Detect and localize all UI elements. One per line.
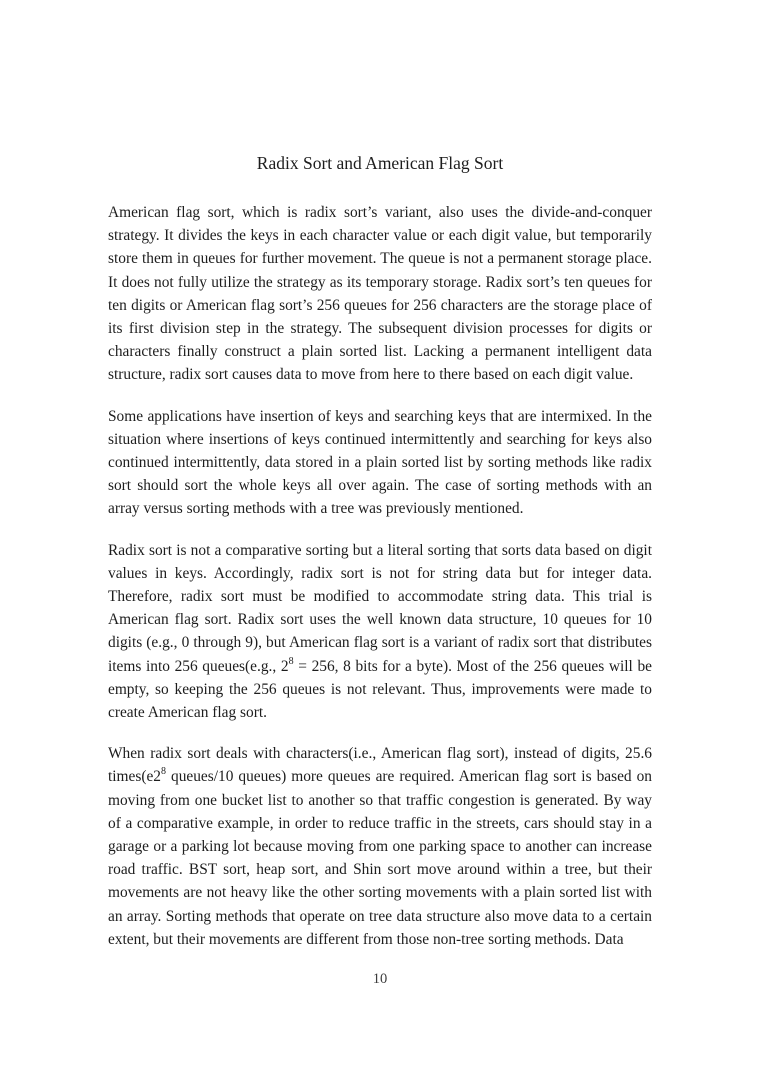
text-run: Radix sort is not a comparative sorting but a literal sorting that sorts data based on digit values in keys. Accordingly, radix sort is not for string data but for integer data. Therefore, radix sort must be modified to accommodate string data. This trial is American flag sort. Radix sort uses the well known data structure, 10 queues for 10 digits (e.g., 0 through 9), but American flag sort is a variant of radix sort that distributes items into 256 queues(e.g., 2: [108, 541, 652, 675]
paragraph-4: [108, 742, 652, 951]
document-title: Radix Sort and American Flag Sort: [256, 153, 504, 173]
text-run: queues/10 queues) more queues are required. American flag sort is based on moving from one bucket list to another so that traffic congestion is generated. By way of a comparative example, in order to reduce traffic in the streets, cars should stay in a garage or a parking lot because moving from one parking space to another can increase road traffic. BST sort, heap sort, and Shin sort move around within a tree, but their movements are not heavy like the other sorting movements with a plain sorted list with an array. Sorting methods that operate on tree data structure also move data to a certain extent, but their movements are different from those non-tree sorting methods. Data: [108, 768, 652, 948]
text-run: Some applications have insertion of keys and searching keys that are intermixed. In the situation where insertions of keys continued intermittently and searching for keys also continued intermittently, data stored in a plain sorted list by sorting methods like radix sort should sort the whole keys all over again. The case of sorting methods with an array versus sorting methods with a tree was previously mentioned.: [108, 407, 652, 518]
superscript-text: 8: [161, 766, 166, 778]
page-content: [108, 0, 652, 951]
paragraph-1: [108, 201, 652, 387]
paragraph-2: [108, 405, 652, 521]
text-run: = 256, 8 bits for a byte). Most of the 256 queues will be empty, so keeping the 256 queues is not relevant. Thus, improvements were made to create American flag sort.: [108, 657, 652, 722]
page-number: 10: [372, 971, 388, 987]
text-run: When radix sort deals with characters(i.e., American flag sort), instead of digits, 25.6 times(e2: [108, 745, 652, 786]
paragraph-3: [108, 539, 652, 725]
superscript-text: 8: [288, 655, 294, 667]
text-run: American flag sort, which is radix sort’s variant, also uses the divide-and-conquer strategy. It divides the keys in each character value or each digit value, but temporarily store them in queues for further movement. The queue is not a permanent storage place. It does not fully utilize the strategy as its temporary storage. Radix sort’s ten queues for ten digits or American flag sort’s 256 queues for 256 characters are the storage place of its first division step in the strategy. The subsequent division processes for digits or characters finally construct a plain sorted list. Lacking a permanent intelligent data structure, radix sort causes data to move from here to there based on each digit value.: [108, 204, 652, 384]
